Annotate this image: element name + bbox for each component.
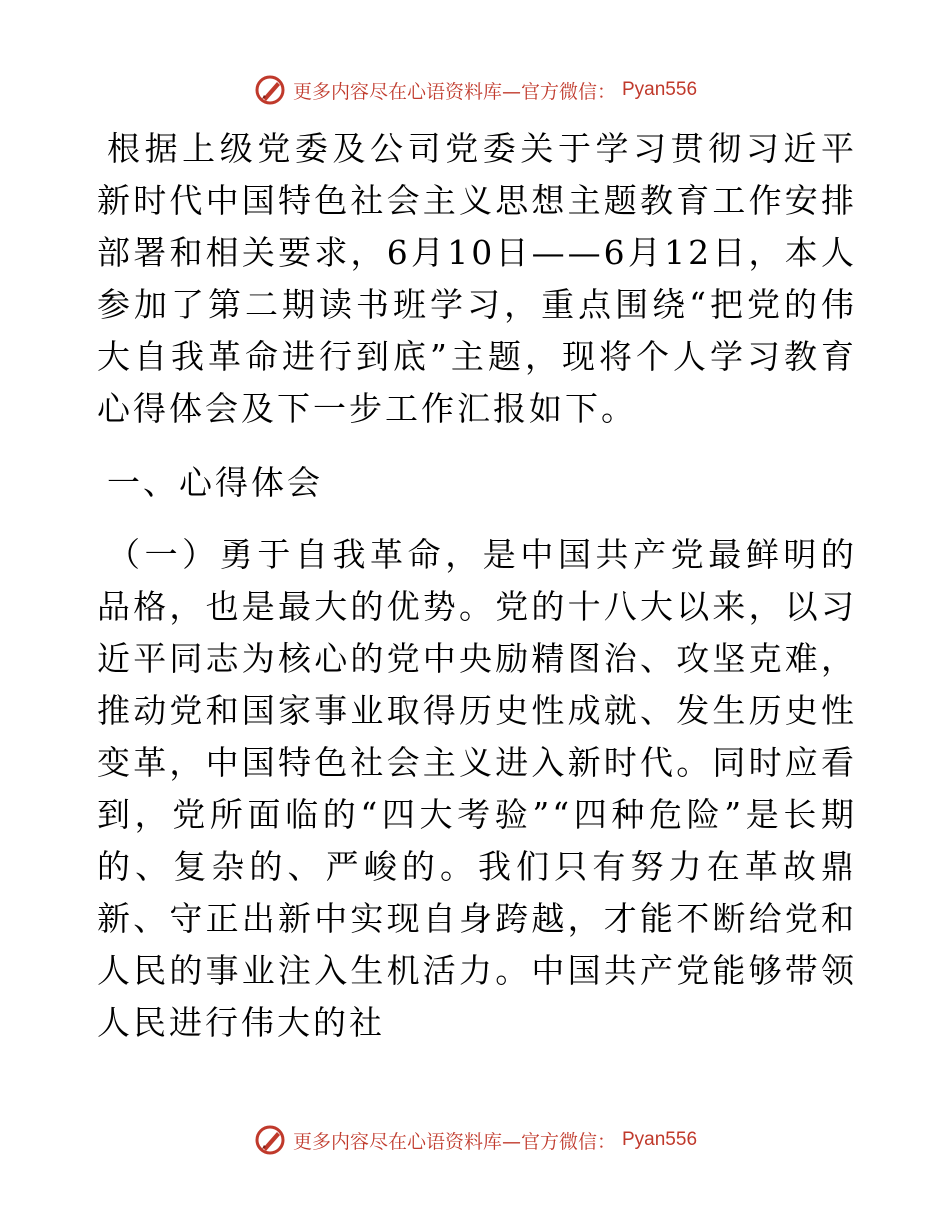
watermark-account: Pyan556 [622,79,698,100]
header-watermark [0,74,950,106]
pen-logo-icon [253,74,287,106]
document-body [97,123,857,1049]
intro-paragraph: 根据上级党委及公司党委关于学习贯彻习近平新时代中国特色社会主义思想主题教育工作安排部署和相关要求，6月10日——6月12日，本人参加了第二期读书班学习，重点围绕“把党的伟大自我革命进行到底”主题，现将个人学习教育心得体会及下一步工作汇报如下。 [97,129,857,428]
watermark-text: 更多内容尽在心语资料库—官方微信： [292,80,616,103]
subsection-paragraph: （一）勇于自我革命，是中国共产党最鲜明的品格，也是最大的优势。党的十八大以来，以习近平同志为核心的党中央励精图治、攻坚克难，推动党和国家事业取得历史性成就、发生历史性变革，中国特色社会主义进入新时代。同时应看到，党所面临的“四大考验”“四种危险”是长期的、复杂的、严峻的。我们只有努力在革故鼎新、守正出新中实现自身跨越，才能不断给党和人民的事业注入生机活力。中国共产党能够带领人民进行伟大的社 [97,535,857,1042]
watermark-account: Pyan556 [622,1129,698,1150]
section-heading: 一、心得体会 [107,463,323,502]
footer-watermark [0,1124,950,1156]
pen-logo-icon [253,1124,287,1156]
watermark-text: 更多内容尽在心语资料库—官方微信： [292,1130,616,1153]
